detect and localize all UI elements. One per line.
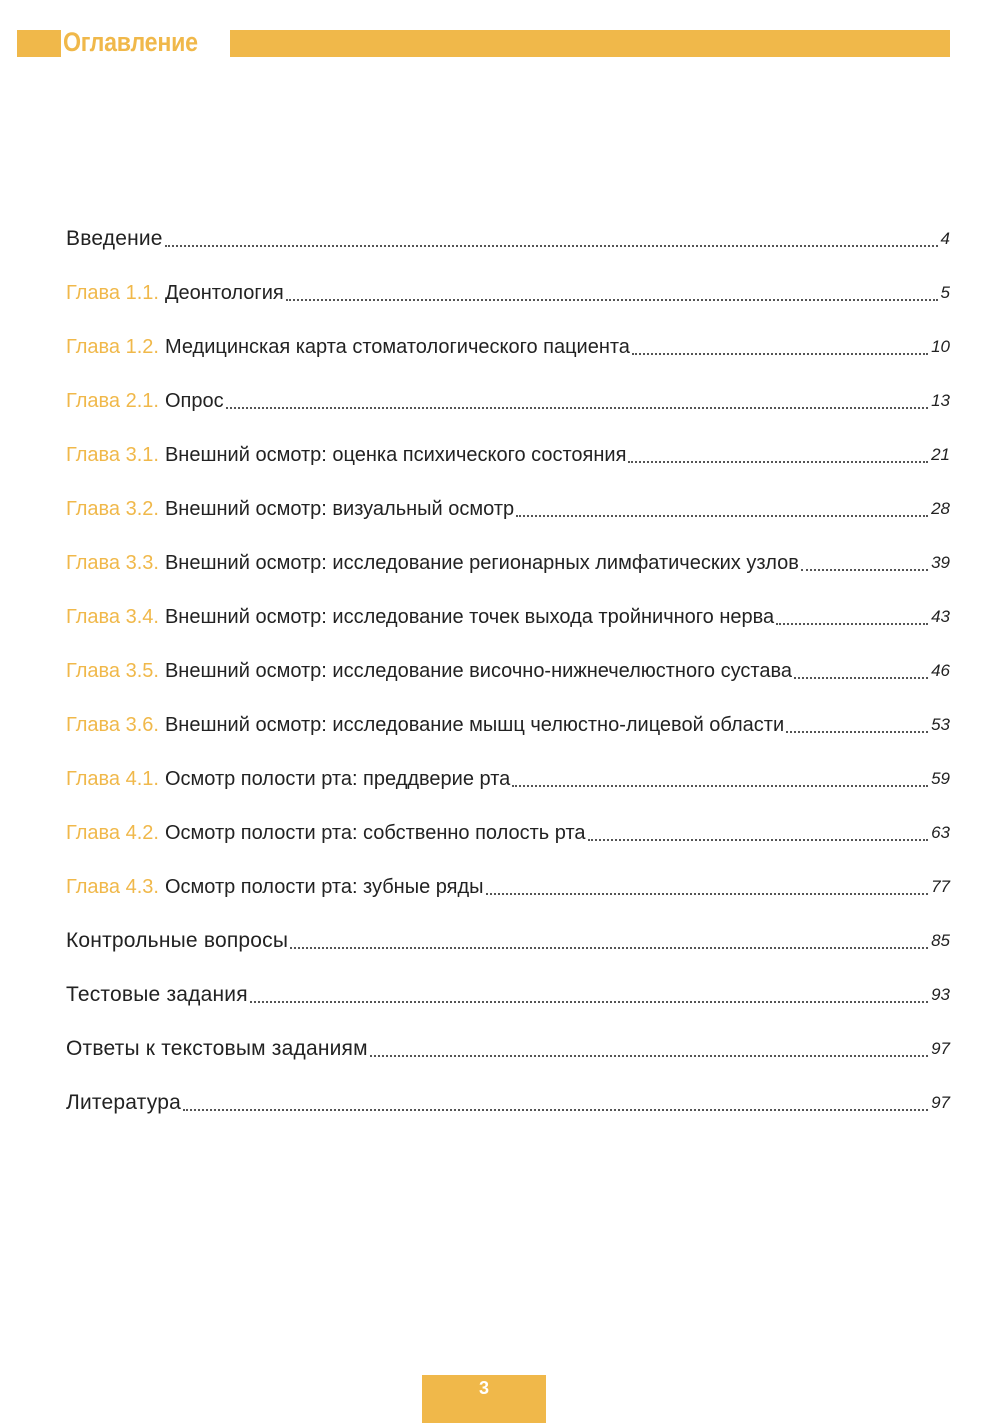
dot-leader — [183, 1109, 928, 1111]
dot-leader — [794, 677, 928, 679]
dot-leader — [801, 569, 928, 571]
toc-entry-page: 97 — [931, 1093, 950, 1112]
toc-entry-page: 4 — [940, 229, 950, 248]
header-accent-bar-left — [17, 30, 61, 57]
toc-entry-chapter: Глава 4.3. — [66, 876, 159, 898]
toc-entry-chapter-2-1[interactable] — [66, 380, 950, 414]
dot-leader — [628, 461, 928, 463]
toc-entry-title: Осмотр полости рта: собственно полость рта — [164, 822, 586, 844]
toc-entry-chapter: Глава 3.5. — [66, 660, 159, 682]
toc-entry-chapter: Глава 3.4. — [66, 606, 159, 628]
toc-entry-title: Медицинская карта стоматологического пациента — [164, 336, 630, 358]
toc-entry-title: Ответы к текстовым заданиям — [66, 1037, 368, 1060]
toc-entry-control-questions[interactable] — [66, 920, 950, 954]
toc-entry-chapter-1-1[interactable] — [66, 272, 950, 306]
toc-entry-chapter: Глава 1.2. — [66, 336, 159, 358]
toc-entry-page: 39 — [931, 553, 950, 572]
dot-leader — [165, 245, 938, 247]
toc-entry-chapter-4-1[interactable] — [66, 758, 950, 792]
toc-entry-chapter-4-3[interactable] — [66, 866, 950, 900]
toc-entry-chapter: Глава 3.1. — [66, 444, 159, 466]
toc-entry-chapter: Глава 3.3. — [66, 552, 159, 574]
toc-entry-test-tasks[interactable] — [66, 974, 950, 1008]
dot-leader — [516, 515, 928, 517]
page-title: Оглавление — [63, 27, 198, 57]
toc-entry-title: Внешний осмотр: исследование точек выхода тройничного нерва — [164, 606, 775, 628]
toc-entry-title: Внешний осмотр: оценка психического состояния — [164, 444, 627, 466]
toc-entry-chapter: Глава 4.2. — [66, 822, 159, 844]
toc-entry-answers[interactable] — [66, 1028, 950, 1062]
toc-entry-chapter: Глава 2.1. — [66, 390, 159, 412]
page-number: 3 — [422, 1375, 546, 1423]
toc-entry-page: 77 — [931, 877, 950, 896]
toc-entry-title: Внешний осмотр: исследование височно-нижнечелюстного сустава — [164, 660, 792, 682]
toc-entry-page: 43 — [931, 607, 950, 626]
dot-leader — [588, 839, 929, 841]
toc-entry-title: Деонтология — [164, 282, 284, 304]
toc-entry-title: Внешний осмотр: исследование регионарных лимфатических узлов — [164, 552, 799, 574]
toc-entry-chapter-3-2[interactable] — [66, 488, 950, 522]
toc-entry-chapter-4-2[interactable] — [66, 812, 950, 846]
dot-leader — [776, 623, 928, 625]
toc-entry-chapter-3-3[interactable] — [66, 542, 950, 576]
toc-entry-chapter: Глава 4.1. — [66, 768, 159, 790]
toc-entry-page: 63 — [931, 823, 950, 842]
toc-entry-literature[interactable] — [66, 1082, 950, 1116]
toc-entry-title: Литература — [66, 1091, 181, 1114]
toc-entry-chapter: Глава 3.6. — [66, 714, 159, 736]
toc-entry-title: Внешний осмотр: визуальный осмотр — [164, 498, 515, 520]
toc-entry-page: 46 — [931, 661, 950, 680]
dot-leader — [486, 893, 929, 895]
toc-entry-title: Осмотр полости рта: преддверие рта — [164, 768, 511, 790]
toc-entry-chapter-3-5[interactable] — [66, 650, 950, 684]
dot-leader — [290, 947, 928, 949]
toc-entry-page: 59 — [931, 769, 950, 788]
toc-entry-chapter: Глава 3.2. — [66, 498, 159, 520]
toc-entry-page: 85 — [931, 931, 950, 950]
toc-entry-page: 5 — [940, 283, 950, 302]
dot-leader — [632, 353, 928, 355]
dot-leader — [286, 299, 938, 301]
toc-entry-chapter: Глава 1.1. — [66, 282, 159, 304]
dot-leader — [226, 407, 928, 409]
toc-entry-chapter-3-6[interactable] — [66, 704, 950, 738]
toc-entry-page: 21 — [931, 445, 950, 464]
toc-entry-title: Введение — [66, 227, 163, 250]
toc-entry-page: 28 — [931, 499, 950, 518]
toc-entry-title: Осмотр полости рта: зубные ряды — [164, 876, 484, 898]
page-header — [17, 27, 950, 57]
dot-leader — [250, 1001, 928, 1003]
toc-entry-title: Внешний осмотр: исследование мышц челюстно-лицевой области — [164, 714, 785, 736]
toc-entry-chapter-3-1[interactable] — [66, 434, 950, 468]
dot-leader — [370, 1055, 928, 1057]
toc-entry-page: 53 — [931, 715, 950, 734]
toc-entry-page: 10 — [931, 337, 950, 356]
toc-entry-page: 13 — [931, 391, 950, 410]
header-accent-bar-right — [230, 30, 950, 57]
toc-entry-chapter-3-4[interactable] — [66, 596, 950, 630]
toc-entry-title: Тестовые задания — [66, 983, 248, 1006]
toc-entry-title: Опрос — [164, 390, 224, 412]
toc-entry-chapter-1-2[interactable] — [66, 326, 950, 360]
toc-entry-title: Контрольные вопросы — [66, 929, 289, 952]
toc-entry-introduction[interactable] — [66, 218, 950, 252]
dot-leader — [786, 731, 928, 733]
dot-leader — [512, 785, 928, 787]
toc-entry-page: 93 — [931, 985, 950, 1004]
toc-entry-page: 97 — [931, 1039, 950, 1058]
